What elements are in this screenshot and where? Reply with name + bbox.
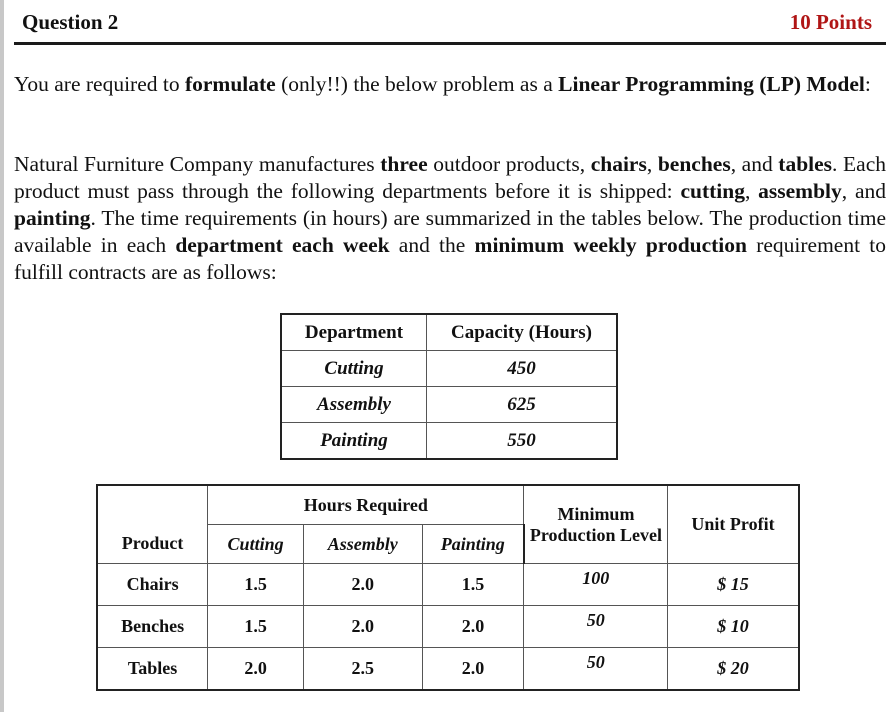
text-run: , [744, 179, 759, 203]
capacity-cell: 625 [427, 387, 618, 423]
profit-cell: $ 15 [668, 564, 799, 606]
min-cell: 100 [524, 564, 668, 606]
text-run: . Each product must pass through the following departments before it is shipped: [14, 152, 886, 203]
bold-run: assembly [758, 179, 842, 203]
cutting-cell: 1.5 [208, 606, 304, 648]
left-border-bar [0, 0, 4, 712]
text-run: , and [730, 152, 779, 176]
subheader-cell: Cutting [208, 525, 304, 564]
table-row [281, 351, 617, 387]
product-cell: Benches [97, 606, 208, 648]
table-row [281, 423, 617, 460]
text-run: requirement to fulfill contracts are as follows: [14, 233, 887, 284]
text-run: , [646, 152, 658, 176]
capacity-cell: 450 [427, 351, 618, 387]
department-cell: Assembly [281, 387, 427, 423]
painting-cell: 1.5 [422, 564, 524, 606]
product-cell: Tables [97, 648, 208, 691]
text-run: You are required to [14, 72, 185, 96]
painting-cell: 2.0 [422, 606, 524, 648]
bold-run: painting [14, 206, 91, 230]
group-header-cell: Hours Required [208, 485, 524, 525]
points-label: 10 Points [789, 10, 872, 34]
text-run: Natural Furniture Company manufactures [14, 152, 381, 176]
profit-cell: $ 10 [668, 606, 799, 648]
capacity-table [280, 313, 618, 460]
bold-run: tables [778, 152, 833, 176]
text-run: , and [841, 179, 887, 203]
text-run: (only!!) the below problem as a [275, 72, 559, 96]
bold-run: Linear Programming (LP) Model [558, 72, 865, 96]
assembly-cell: 2.0 [303, 564, 422, 606]
assembly-cell: 2.5 [303, 648, 422, 691]
min-production-header: Minimum Production Level [524, 485, 668, 564]
bold-run: three [380, 152, 428, 176]
profit-cell: $ 20 [668, 648, 799, 691]
min-cell: 50 [524, 648, 668, 691]
instruction-paragraph [14, 71, 886, 98]
bold-run: department each week [175, 233, 390, 257]
bold-run: cutting [680, 179, 745, 203]
min-cell: 50 [524, 606, 668, 648]
table-header-row [281, 314, 617, 351]
bold-run: formulate [184, 72, 276, 96]
assembly-cell: 2.0 [303, 606, 422, 648]
subheader-cell: Assembly [303, 525, 422, 564]
empty-cell [97, 485, 208, 525]
product-table [96, 484, 800, 691]
text-run: : [864, 72, 871, 96]
table-header-row [97, 485, 799, 525]
bold-run: chairs [590, 152, 647, 176]
text-run: outdoor products, [427, 152, 591, 176]
cutting-cell: 1.5 [208, 564, 304, 606]
table-row [97, 606, 799, 648]
cutting-cell: 2.0 [208, 648, 304, 691]
unit-profit-header: Unit Profit [668, 485, 799, 564]
question-title: Question 2 [22, 10, 119, 34]
text-run: and the [389, 233, 475, 257]
table-row [281, 387, 617, 423]
capacity-cell: 550 [427, 423, 618, 460]
subheader-cell: Painting [422, 525, 524, 564]
text-run: . The time requirements (in hours) are summarized in the tables below. The production time available in each [14, 206, 886, 257]
problem-paragraph [14, 151, 886, 286]
header-cell: Capacity (Hours) [427, 314, 618, 351]
question-header [14, 0, 886, 45]
product-header: Product [97, 525, 208, 564]
product-cell: Chairs [97, 564, 208, 606]
department-cell: Painting [281, 423, 427, 460]
bold-run: benches [657, 152, 731, 176]
header-cell: Department [281, 314, 427, 351]
bold-run: minimum weekly production [474, 233, 747, 257]
table-row [97, 564, 799, 606]
table-row [97, 648, 799, 691]
department-cell: Cutting [281, 351, 427, 387]
painting-cell: 2.0 [422, 648, 524, 691]
